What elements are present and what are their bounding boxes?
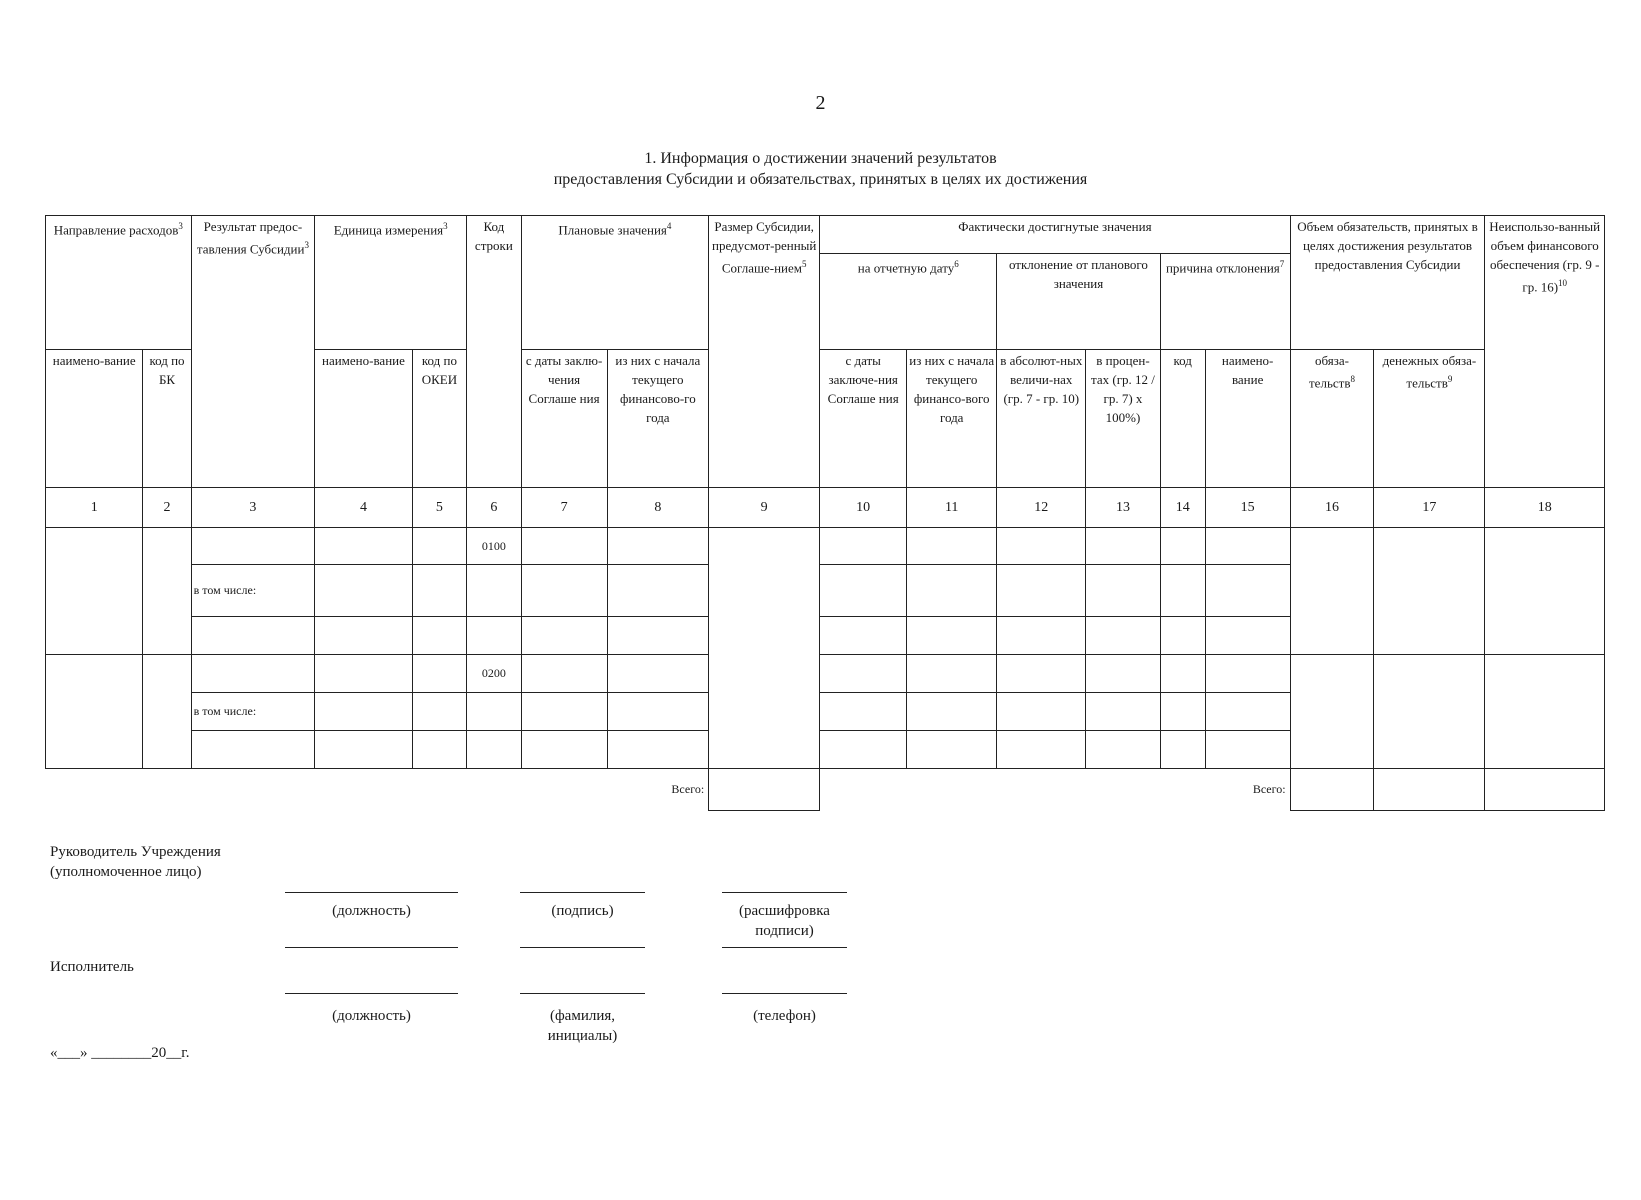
cell-planned-year[interactable]	[607, 528, 709, 565]
header-absolute: в абсолют-ных величи-нах (гр. 7 - гр. 10)	[997, 350, 1086, 488]
cell-actual-agreement[interactable]	[820, 617, 907, 655]
cell-deviation-pct[interactable]	[1086, 655, 1160, 693]
total-obligations[interactable]	[1290, 769, 1374, 811]
cell-reason-name[interactable]	[1205, 528, 1290, 565]
header-unit-name: наимено-вание	[315, 350, 412, 488]
cell-actual-agreement[interactable]	[820, 655, 907, 693]
cell-planned-agreement[interactable]	[521, 655, 607, 693]
header-okei-code: код по ОКЕИ	[412, 350, 466, 488]
cell-deviation-abs[interactable]	[997, 528, 1086, 565]
cell-deviation-pct[interactable]	[1086, 693, 1160, 731]
caption-signature: (подпись)	[551, 903, 614, 919]
cell-unused[interactable]	[1485, 655, 1605, 769]
header-actual: Фактически достигнутые значения	[820, 216, 1290, 254]
header-deviation-reason: причина отклонения$^7$	[1160, 254, 1290, 350]
cell-deviation-abs[interactable]	[997, 617, 1086, 655]
col-num: 15	[1205, 488, 1290, 528]
cell-reason-code[interactable]	[1160, 565, 1205, 617]
cell-result[interactable]	[191, 617, 315, 655]
table-row	[46, 528, 1605, 565]
cell-planned-agreement[interactable]	[521, 528, 607, 565]
cell-planned-agreement[interactable]	[521, 565, 607, 617]
header-actual-from-year-start: из них с начала текущего финансо-вого года	[907, 350, 997, 488]
page-number: 2	[815, 92, 826, 114]
cell-unit-name[interactable]	[315, 617, 412, 655]
cell-actual-agreement[interactable]	[820, 731, 907, 769]
cell-okei[interactable]	[412, 565, 466, 617]
including-label: в том числе:	[191, 565, 315, 617]
col-num: 3	[191, 488, 315, 528]
section-title	[0, 148, 1641, 190]
cell-okei[interactable]	[412, 655, 466, 693]
table-row	[46, 655, 1605, 693]
including-label: в том числе:	[191, 693, 315, 731]
cell-actual-year[interactable]	[907, 528, 997, 565]
cell-reason-code[interactable]	[1160, 617, 1205, 655]
date-line[interactable]: «___» ________20__г.	[50, 1045, 190, 1061]
cell-deviation-abs[interactable]	[997, 693, 1086, 731]
cell-reason-code[interactable]	[1160, 528, 1205, 565]
cell-row-code[interactable]	[467, 693, 521, 731]
title-line-1: 1. Информация о достижении значений результатов	[644, 150, 997, 167]
cell-planned-year[interactable]	[607, 731, 709, 769]
total-row	[46, 769, 1605, 811]
header-unused: Неиспользо-ванный объем финансового обеспечения (гр. 9 - гр. 16)$^{10}$	[1485, 216, 1605, 488]
cell-deviation-abs[interactable]	[997, 565, 1086, 617]
header-deviation: отклонение от планового значения	[997, 254, 1160, 350]
col-num: 1	[46, 488, 143, 528]
header-on-report-date: на отчетную дату$^6$	[820, 254, 997, 350]
header-subsidy-size: Размер Субсидии, предусмот-ренный Соглаше-нием$^5$	[709, 216, 820, 488]
cell-deviation-abs[interactable]	[997, 655, 1086, 693]
executor-phone-line[interactable]	[722, 993, 847, 994]
cell-reason-code[interactable]	[1160, 655, 1205, 693]
row-code-0200: 0200	[467, 655, 521, 693]
col-num: 10	[820, 488, 907, 528]
title-line-2: предоставления Субсидии и обязательствах, принятых в целях их достижения	[553, 171, 1088, 188]
header-from-agreement: с даты заклю-чения Соглаше ния	[521, 350, 607, 488]
cell-planned-year[interactable]	[607, 655, 709, 693]
executor-position-line[interactable]	[285, 993, 458, 994]
cell-actual-agreement[interactable]	[820, 565, 907, 617]
cell-actual-year[interactable]	[907, 655, 997, 693]
header-obligations-col: обяза-тельств$^8$	[1290, 350, 1374, 488]
col-num: 2	[143, 488, 191, 528]
col-num: 7	[521, 488, 607, 528]
col-num: 8	[607, 488, 709, 528]
header-name: наимено-вание	[46, 350, 143, 488]
cell-reason-name[interactable]	[1205, 655, 1290, 693]
header-obligations: Объем обязательств, принятых в целях достижения результатов предоставления Субсидии	[1290, 216, 1485, 350]
col-num: 12	[997, 488, 1086, 528]
header-money-obligations: денежных обяза-тельств$^9$	[1374, 350, 1485, 488]
cell-actual-year[interactable]	[907, 693, 997, 731]
col-num: 17	[1374, 488, 1485, 528]
header-reason-name: наимено-вание	[1205, 350, 1290, 488]
caption-executor-name: (фамилия, инициалы)	[547, 1008, 618, 1044]
cell-reason-code[interactable]	[1160, 693, 1205, 731]
header-direction: Направление расходов$^3$	[46, 216, 192, 350]
header-bk-code: код по БК	[143, 350, 191, 488]
col-num: 6	[467, 488, 521, 528]
cell-reason-name[interactable]	[1205, 617, 1290, 655]
header-unit: Единица измерения$^3$	[315, 216, 467, 350]
cell-unit-name[interactable]	[315, 655, 412, 693]
col-num: 9	[709, 488, 820, 528]
cell-result[interactable]	[191, 731, 315, 769]
head-signature-line[interactable]	[520, 892, 645, 893]
cell-unit-name[interactable]	[315, 528, 412, 565]
column-numbers-row	[46, 488, 1605, 528]
cell-reason-name[interactable]	[1205, 565, 1290, 617]
cell-money-obligations[interactable]	[1374, 528, 1485, 655]
cell-planned-agreement[interactable]	[521, 693, 607, 731]
caption-executor-position: (должность)	[332, 1008, 411, 1024]
cell-okei[interactable]	[412, 617, 466, 655]
caption-signature-transcript: (расшифровка подписи)	[739, 903, 830, 939]
cell-planned-agreement[interactable]	[521, 617, 607, 655]
cell-deviation-pct[interactable]	[1086, 565, 1160, 617]
head-label: Руководитель Учреждения (уполномоченное лицо)	[50, 844, 221, 880]
cell-money-obligations[interactable]	[1374, 655, 1485, 769]
caption-executor-phone: (телефон)	[753, 1008, 816, 1024]
executor-name-line[interactable]	[520, 993, 645, 994]
caption-position: (должность)	[332, 903, 411, 919]
head-position-line[interactable]	[285, 892, 458, 893]
cell-actual-year[interactable]	[907, 617, 997, 655]
cell-subsidy-size[interactable]	[709, 528, 820, 769]
cell-direction-name[interactable]	[46, 655, 143, 769]
cell-actual-agreement[interactable]	[820, 693, 907, 731]
cell-okei[interactable]	[412, 528, 466, 565]
header-reason-code: код	[1160, 350, 1205, 488]
cell-reason-code[interactable]	[1160, 731, 1205, 769]
cell-actual-agreement[interactable]	[820, 528, 907, 565]
cell-unused[interactable]	[1485, 528, 1605, 655]
executor-label: Исполнитель	[50, 959, 134, 975]
col-num: 18	[1485, 488, 1605, 528]
cell-result[interactable]	[191, 528, 315, 565]
cell-deviation-abs[interactable]	[997, 731, 1086, 769]
header-actual-from-agreement: с даты заключе-ния Соглаше ния	[820, 350, 907, 488]
col-num: 11	[907, 488, 997, 528]
header-percent: в процен-тах (гр. 12 / гр. 7) х 100%)	[1086, 350, 1160, 488]
cell-planned-year[interactable]	[607, 693, 709, 731]
cell-planned-year[interactable]	[607, 617, 709, 655]
results-table	[45, 215, 1605, 811]
head-bottom-line-2	[520, 947, 645, 948]
col-num: 5	[412, 488, 466, 528]
cell-reason-name[interactable]	[1205, 731, 1290, 769]
total-money-obligations[interactable]	[1374, 769, 1485, 811]
cell-row-code[interactable]	[467, 565, 521, 617]
cell-deviation-pct[interactable]	[1086, 731, 1160, 769]
cell-row-code[interactable]	[467, 731, 521, 769]
head-name-line[interactable]	[722, 892, 847, 893]
head-bottom-line-1	[285, 947, 458, 948]
cell-unit-name[interactable]	[315, 693, 412, 731]
head-bottom-line-3	[722, 947, 847, 948]
header-planned: Плановые значения$^4$	[521, 216, 709, 350]
cell-actual-year[interactable]	[907, 565, 997, 617]
cell-bk-code[interactable]	[143, 528, 191, 655]
cell-okei[interactable]	[412, 731, 466, 769]
cell-deviation-pct[interactable]	[1086, 528, 1160, 565]
row-code-0100: 0100	[467, 528, 521, 565]
cell-bk-code[interactable]	[143, 655, 191, 769]
cell-unit-name[interactable]	[315, 565, 412, 617]
header-from-year-start: из них с начала текущего финансово-го года	[607, 350, 709, 488]
col-num: 4	[315, 488, 412, 528]
cell-reason-name[interactable]	[1205, 693, 1290, 731]
cell-obligations[interactable]	[1290, 655, 1374, 769]
cell-direction-name[interactable]	[46, 528, 143, 655]
cell-deviation-pct[interactable]	[1086, 617, 1160, 655]
cell-result[interactable]	[191, 655, 315, 693]
cell-obligations[interactable]	[1290, 528, 1374, 655]
header-result: Результат предос-тавления Субсидии$^3$	[191, 216, 315, 488]
col-num: 13	[1086, 488, 1160, 528]
cell-okei[interactable]	[412, 693, 466, 731]
total-label-obligations: Всего:	[1252, 782, 1286, 797]
total-label-subsidy: Всего:	[671, 782, 705, 797]
col-num: 16	[1290, 488, 1374, 528]
header-row-code: Код строки	[467, 216, 521, 488]
cell-actual-year[interactable]	[907, 731, 997, 769]
total-unused[interactable]	[1485, 769, 1605, 811]
cell-planned-year[interactable]	[607, 565, 709, 617]
col-num: 14	[1160, 488, 1205, 528]
cell-unit-name[interactable]	[315, 731, 412, 769]
cell-planned-agreement[interactable]	[521, 731, 607, 769]
cell-row-code[interactable]	[467, 617, 521, 655]
total-subsidy-size[interactable]	[709, 769, 820, 811]
